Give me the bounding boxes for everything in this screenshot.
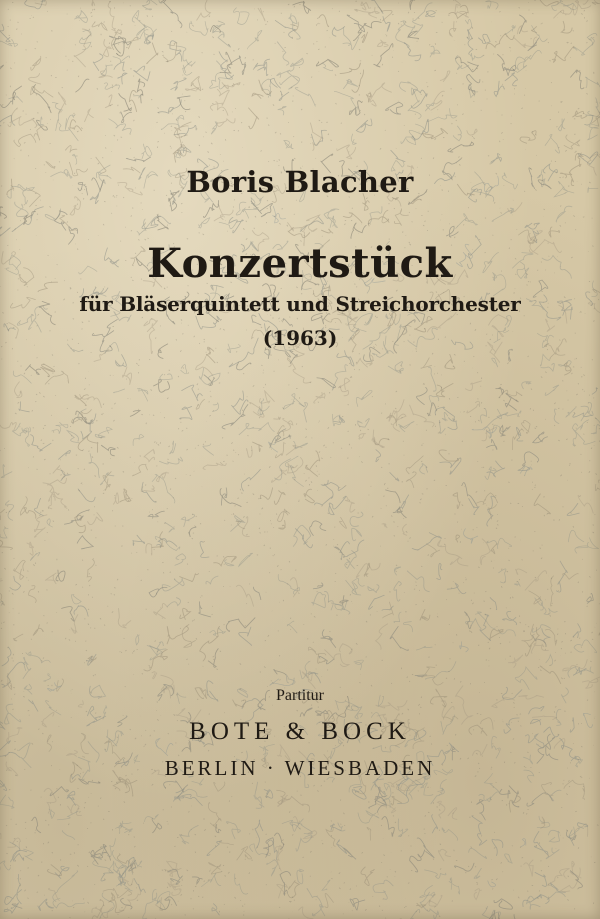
work-instrumentation: für Bläserquintett und Streichorchester xyxy=(79,292,521,316)
composer-name: Boris Blacher xyxy=(186,165,414,199)
publisher-name: BOTE & BOCK xyxy=(189,718,411,745)
edition-type: Partitur xyxy=(276,687,324,704)
composition-year: (1963) xyxy=(262,326,338,350)
work-title: Konzertstück xyxy=(147,240,453,287)
publisher-cities: BERLIN · WIESBADEN xyxy=(164,756,436,780)
